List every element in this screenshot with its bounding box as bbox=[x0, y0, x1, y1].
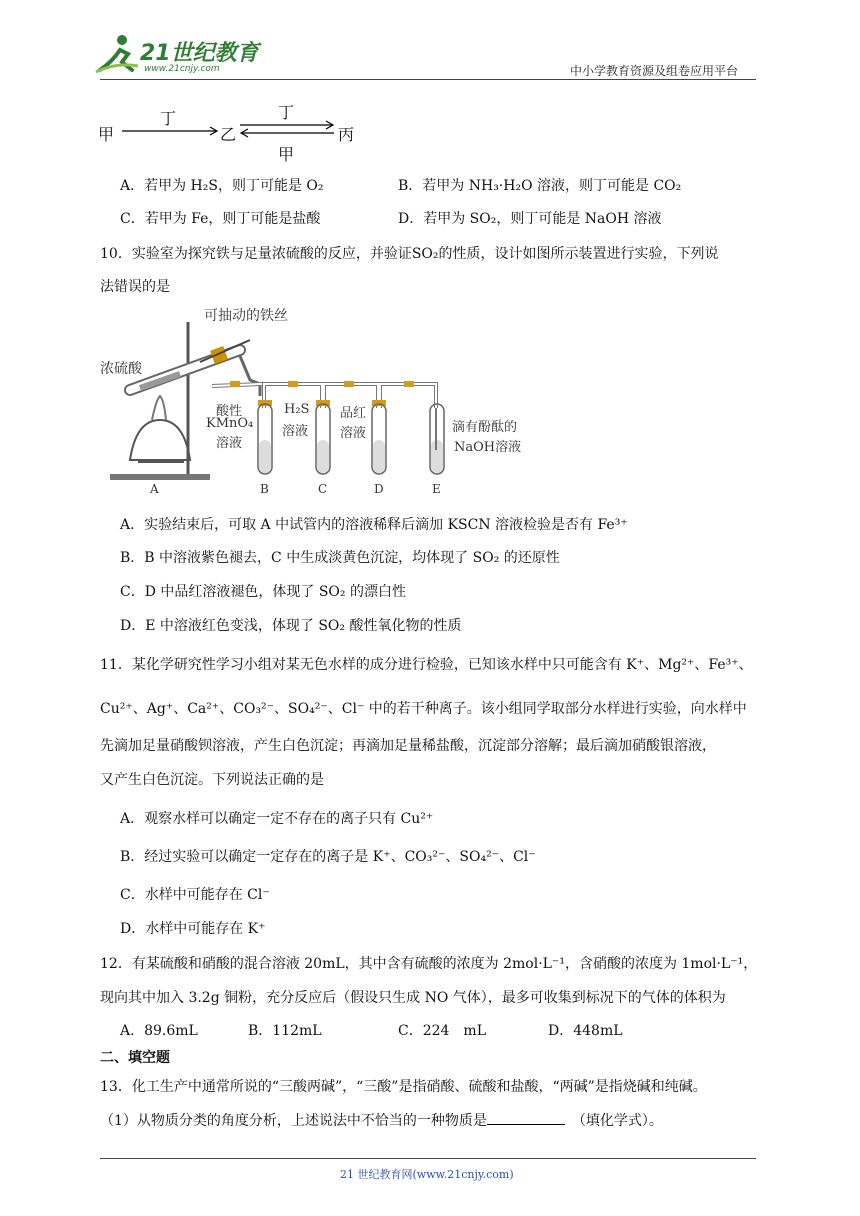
footer-text: 21 世纪教育网(www.21cnjy.com) bbox=[340, 1168, 514, 1181]
label-d-1: 品红 bbox=[340, 406, 367, 421]
label-b-1: 酸性 bbox=[216, 404, 243, 419]
q11-line2: Cu²⁺、Ag⁺、Ca²⁺、CO₃²⁻、SO₄²⁻、Cl⁻ 中的若干种离子。该小组同学取部分水样进行实验，向水样中 bbox=[100, 701, 747, 717]
q13-line2-text-b: （填化学式）。 bbox=[578, 1113, 663, 1129]
header-right-text: 中小学教育资源及组卷应用平台 bbox=[570, 64, 739, 78]
q11-option-a: A．观察水样可以确定一定不存在的离子只有 Cu²⁺ bbox=[120, 811, 434, 827]
label-e-1: 滴有酚酞的 bbox=[452, 420, 518, 435]
scheme-jia: 甲 bbox=[98, 125, 115, 144]
scheme-ding-1: 丁 bbox=[160, 109, 177, 128]
equilibrium-arrows-icon bbox=[240, 120, 336, 138]
q12-line1: 12．有某硫酸和硝酸的混合溶液 20mL，其中含有硫酸的浓度为 2mol·L⁻¹，含硝酸的浓度为 1mol·L⁻¹， bbox=[100, 956, 758, 972]
label-b-3: 溶液 bbox=[216, 436, 243, 451]
answer-blank[interactable] bbox=[487, 1112, 565, 1125]
label-C: C bbox=[318, 482, 328, 496]
q10-stem-line1: 10．实验室为探究铁与足量浓硫酸的反应，并验证SO₂的性质，设计如图所示装置进行实验，下列说 bbox=[100, 246, 719, 262]
footer-rule bbox=[100, 1158, 756, 1159]
logo-url: www.21cnjy.com bbox=[144, 64, 220, 74]
label-conc-acid: 浓硫酸 bbox=[100, 361, 142, 377]
q12-option-d: D．448mL bbox=[548, 1023, 623, 1039]
q9-option-a: A．若甲为 H₂S，则丁可能是 O₂ bbox=[120, 178, 324, 194]
apparatus-drawing bbox=[100, 300, 540, 500]
q9-option-c: C．若甲为 Fe，则丁可能是盐酸 bbox=[120, 211, 321, 227]
label-c-1: H₂S bbox=[284, 402, 310, 417]
reaction-scheme bbox=[98, 98, 378, 164]
scheme-ding-2: 丁 bbox=[278, 103, 295, 122]
label-c-2: 溶液 bbox=[282, 424, 309, 439]
label-iron-wire: 可抽动的铁丝 bbox=[204, 308, 288, 324]
label-d-2: 溶液 bbox=[340, 426, 367, 441]
label-D: D bbox=[374, 482, 384, 496]
q13-line2 bbox=[100, 1110, 663, 1130]
logo-text: 21世纪教育 bbox=[140, 41, 259, 66]
q10-stem-line2: 法错误的是 bbox=[100, 279, 170, 295]
q12-option-c: C．224 mL bbox=[398, 1023, 487, 1039]
label-b-2: KMnO₄ bbox=[206, 416, 254, 431]
q11-line4: 又产生白色沉淀。下列说法正确的是 bbox=[100, 772, 324, 788]
q9-option-b: B．若甲为 NH₃·H₂O 溶液，则丁可能是 CO₂ bbox=[398, 178, 682, 194]
q13-line2-text-a: （1）从物质分类的角度分析，上述说法中不恰当的一种物质是 bbox=[100, 1113, 487, 1129]
q11-line1: 11．某化学研究性学习小组对某无色水样的成分进行检验，已知该水样中只可能含有 K⁺、Mg²⁺、Fe³⁺、 bbox=[100, 657, 753, 673]
q13-line1: 13．化工生产中通常所说的“三酸两碱”，“三酸”是指硝酸、硫酸和盐酸，“两碱”是指烧碱和纯碱。 bbox=[100, 1079, 707, 1095]
q10-option-a: A．实验结束后，可取 A 中试管内的溶液稀释后滴加 KSCN 溶液检验是否有 Fe³⁺ bbox=[120, 517, 628, 533]
q11-option-b: B．经过实验可以确定一定存在的离子是 K⁺、CO₃²⁻、SO₄²⁻、Cl⁻ bbox=[120, 849, 536, 865]
apparatus-figure bbox=[100, 300, 540, 500]
label-B: B bbox=[260, 482, 269, 496]
q11-option-d: D．水样中可能存在 K⁺ bbox=[120, 921, 266, 937]
q12-option-b: B．112mL bbox=[248, 1023, 322, 1039]
q10-option-b: B．B 中溶液紫色褪去，C 中生成淡黄色沉淀，均体现了 SO₂ 的还原性 bbox=[120, 550, 560, 566]
label-e-2: NaOH溶液 bbox=[454, 440, 522, 455]
header-rule bbox=[100, 79, 756, 80]
arrow-right-icon bbox=[122, 126, 222, 136]
q10-option-c: C．D 中品红溶液褪色，体现了 SO₂ 的漂白性 bbox=[120, 584, 406, 600]
label-A: A bbox=[150, 482, 159, 496]
q11-line3: 先滴加足量硝酸钡溶液，产生白色沉淀；再滴加足量稀盐酸，沉淀部分溶解；最后滴加硝酸银溶液， bbox=[100, 738, 716, 754]
scheme-yi: 乙 bbox=[220, 125, 237, 144]
scheme-bing: 丙 bbox=[338, 125, 355, 144]
q9-option-d: D．若甲为 SO₂，则丁可能是 NaOH 溶液 bbox=[398, 211, 662, 227]
q12-option-a: A．89.6mL bbox=[120, 1023, 198, 1039]
q11-option-c: C．水样中可能存在 Cl⁻ bbox=[120, 887, 270, 903]
label-E: E bbox=[432, 482, 441, 496]
scheme-jia-2: 甲 bbox=[278, 145, 295, 164]
q10-option-d: D．E 中溶液红色变浅，体现了 SO₂ 酸性氧化物的性质 bbox=[120, 618, 462, 634]
header-logo bbox=[92, 30, 262, 80]
q12-line2: 现向其中加入 3.2g 铜粉，充分反应后（假设只生成 NO 气体），最多可收集到标况下的气体的体积为 bbox=[100, 990, 726, 1006]
section-title: 二、填空题 bbox=[100, 1050, 170, 1066]
runner-logo-icon bbox=[92, 32, 140, 76]
